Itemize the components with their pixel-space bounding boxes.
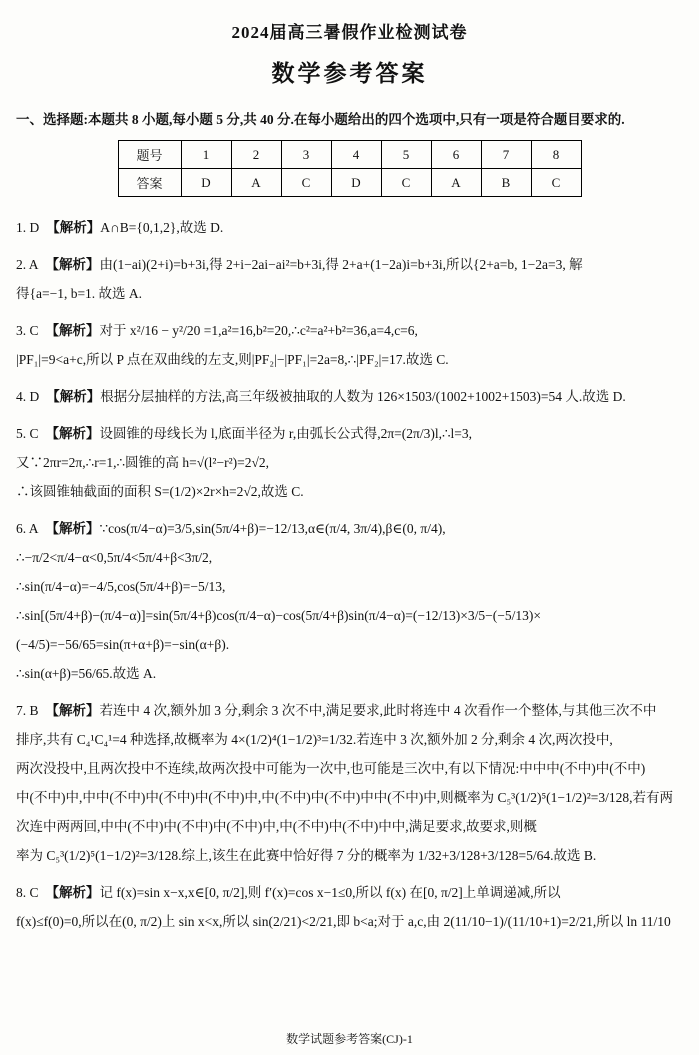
solution-text: 由(1−ai)(2+i)=b+3i,得 2+i−2ai−ai²=b+3i,得 2+a+(1−2a)i=b+3i,所以{2+a=b, 1−2a=3, 解	[99, 257, 583, 273]
solution-5	[16, 419, 683, 506]
solution-number-answer: 6. A	[16, 521, 39, 537]
question-number-cell: 4	[331, 141, 381, 169]
solution-line: ∴sin(α+β)=56/65.故选 A.	[16, 666, 157, 682]
solution-line: 次连中两两回,中中(不中)中(不中)中(不中)中,中(不中)中(不中)中中,满足要求,故要求,则概	[16, 819, 537, 835]
solution-line: 两次没投中,且两次投中不连续,故两次投中可能为一次中,也可能是三次中,有以下情况:中中中(不中)中(不中)	[16, 761, 646, 777]
answer-cell: C	[381, 169, 431, 197]
question-number-cell: 1	[181, 141, 231, 169]
solution-line: ∴sin[(5π/4+β)−(π/4−α)]=sin(5π/4+β)cos(π/4−α)−cos(5π/4+β)sin(π/4−α)=(−12/13)×3/5−(−5/13)×	[16, 608, 541, 624]
solution-4	[16, 382, 683, 411]
solution-line: (−4/5)=−56/65=sin(π+α+β)=−sin(α+β).	[16, 637, 230, 653]
solution-number-answer: 7. B	[16, 703, 39, 719]
analysis-label: 【解析】	[45, 257, 100, 273]
question-number-cell: 7	[481, 141, 531, 169]
question-number-cell: 6	[431, 141, 481, 169]
answer-cell: D	[331, 169, 381, 197]
analysis-label: 【解析】	[45, 703, 100, 719]
solution-8	[16, 878, 683, 936]
section-heading: 一、选择题:本题共 8 小题,每小题 5 分,共 40 分.在每小题给出的四个选项中,只有一项是符合题目要求的.	[16, 112, 625, 127]
question-number-cell: 3	[281, 141, 331, 169]
solution-line: ∴该圆锥轴截面的面积 S=(1/2)×2r×h=2√2,故选 C.	[16, 484, 304, 500]
solution-text: 对于 x²/16 − y²/20 =1,a²=16,b²=20,∴c²=a²+b²=36,a=4,c=6,	[99, 323, 418, 339]
answer-cell: B	[481, 169, 531, 197]
analysis-label: 【解析】	[45, 426, 100, 442]
answer-table-number-row	[118, 141, 581, 169]
solution-line: 排序,共有 C₄¹C₄¹=4 种选择,故概率为 4×(1/2)⁴(1−1/2)³=1/32.若连中 3 次,额外加 2 分,剩余 4 次,两次投中,	[16, 732, 613, 748]
solution-line: f(x)≤f(0)=0,所以在(0, π/2)上 sin x<x,所以 sin(2/21)<2/21,即 b<a;对于 a,c,由 2(11/10−1)/(11/10+1)=2/21,所以 ln 11/10	[16, 914, 671, 930]
solution-number-answer: 3. C	[16, 323, 39, 339]
solution-3	[16, 316, 683, 374]
solution-line	[16, 250, 683, 279]
solution-line	[16, 213, 683, 242]
solution-text: 设圆锥的母线长为 l,底面半径为 r,由弧长公式得,2π=(2π/3)l,∴l=3,	[99, 426, 473, 442]
solution-7	[16, 696, 683, 870]
solution-line: |PF₁|=9<a+c,所以 P 点在双曲线的左支,则|PF₂|−|PF₁|=2a=8,∴|PF₂|=17.故选 C.	[16, 352, 449, 368]
solution-number-answer: 4. D	[16, 389, 40, 405]
solution-text: ∵cos(π/4−α)=3/5,sin(5π/4+β)=−12/13,α∈(π/4, 3π/4),β∈(0, π/4),	[99, 521, 446, 537]
solution-line	[16, 382, 683, 411]
answer-cell: A	[431, 169, 481, 197]
exam-title: 2024届高三暑假作业检测试卷	[231, 23, 468, 42]
solution-line: 又∵2πr=2π,∴r=1,∴圆锥的高 h=√(l²−r²)=2√2,	[16, 455, 270, 471]
solution-line	[16, 696, 683, 725]
answer-cell: C	[281, 169, 331, 197]
analysis-label: 【解析】	[45, 521, 100, 537]
solution-2	[16, 250, 683, 308]
analysis-label: 【解析】	[45, 323, 100, 339]
answer-cell: D	[181, 169, 231, 197]
solution-number-answer: 8. C	[16, 885, 39, 901]
solution-line: ∴−π/2<π/4−α<0,5π/4<5π/4+β<3π/2,	[16, 550, 213, 566]
question-number-cell: 2	[231, 141, 281, 169]
solution-line: ∴sin(π/4−α)=−4/5,cos(5π/4+β)=−5/13,	[16, 579, 226, 595]
solution-text: A∩B={0,1,2},故选 D.	[100, 220, 224, 235]
solution-text: 根据分层抽样的方法,高三年级被抽取的人数为 126×1503/(1002+1002+1503)=54 人.故选 D.	[100, 389, 626, 405]
solution-text: 记 f(x)=sin x−x,x∈[0, π/2],则 f′(x)=cos x−1≤0,所以 f(x) 在[0, π/2]上单调递减,所以	[99, 885, 561, 901]
analysis-label: 【解析】	[45, 885, 100, 901]
solution-line	[16, 316, 683, 345]
solution-line: 得{a=−1, b=1. 故选 A.	[16, 286, 143, 302]
row-label-answer: 答案	[118, 169, 181, 197]
solution-line: 率为 C₅³(1/2)⁵(1−1/2)²=3/128.综上,该生在此赛中恰好得 7 分的概率为 1/32+3/128+3/128=5/64.故选 B.	[16, 848, 597, 864]
solution-6	[16, 514, 683, 688]
page-footer: 数学试题参考答案(CJ)-1	[286, 1032, 413, 1046]
question-number-cell: 5	[381, 141, 431, 169]
solution-1	[16, 213, 683, 242]
answer-cell: C	[531, 169, 581, 197]
answer-table-answer-row	[118, 169, 581, 197]
answer-cell: A	[231, 169, 281, 197]
row-label-question-number: 题号	[118, 141, 181, 169]
solution-number-answer: 5. C	[16, 426, 39, 442]
solutions-list	[16, 211, 683, 944]
question-number-cell: 8	[531, 141, 581, 169]
analysis-label: 【解析】	[46, 220, 101, 235]
page-title: 数学参考答案	[271, 61, 428, 86]
solution-line: 中(不中)中,中中(不中)中(不中)中(不中)中,中(不中)中(不中)中中(不中)中,则概率为 C₅³(1/2)⁵(1−1/2)²=3/128,若有两	[16, 790, 674, 806]
answer-table	[118, 140, 582, 197]
solution-line	[16, 878, 683, 907]
solution-number-answer: 1. D	[16, 220, 40, 235]
solution-line	[16, 419, 683, 448]
solution-text: 若连中 4 次,额外加 3 分,剩余 3 次不中,满足要求,此时将连中 4 次看作一个整体,与其他三次不中	[99, 703, 657, 719]
solution-number-answer: 2. A	[16, 257, 39, 273]
solution-line	[16, 514, 683, 543]
analysis-label: 【解析】	[46, 389, 101, 405]
